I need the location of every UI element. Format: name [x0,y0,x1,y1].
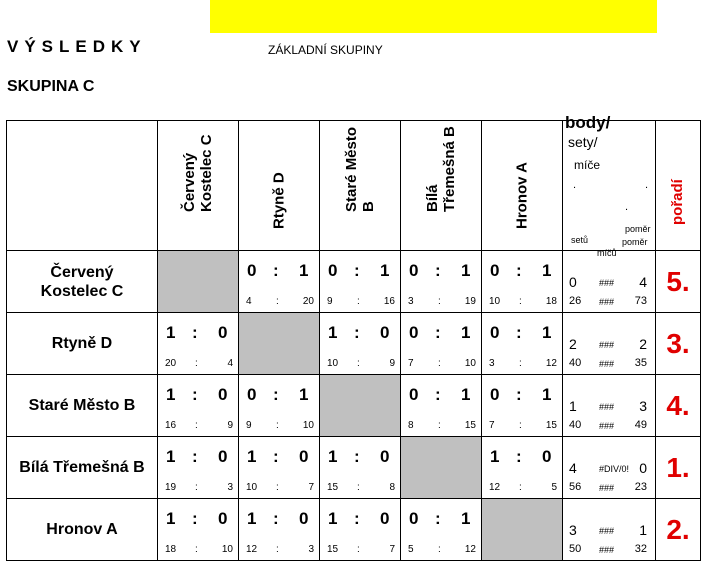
rank: 3. [656,313,701,375]
dot: . [645,179,649,191]
rank: 1. [656,437,701,499]
balls-away: 4 [227,358,233,369]
balls-home: 3 [408,296,414,307]
summary-cell [563,313,656,375]
team-name: Hronov A [7,499,158,561]
balls-home: 4 [246,296,252,307]
balls-home: 18 [165,544,177,555]
sets-away: 0 [380,323,390,342]
balls-home: 8 [408,420,414,431]
sety-label: sety/ [568,134,598,150]
balls-home: 3 [489,358,495,369]
sets-home: 1 [166,509,176,528]
column-header-label: Rtyně D [270,172,288,229]
sets-away: 0 [542,447,552,466]
balls-home: 7 [489,420,495,431]
empty-cell [158,251,239,313]
balls-away: 19 [464,296,476,307]
balls-won: 56 [569,481,582,493]
sets-away: 1 [461,323,471,342]
column-header-label: Bílá [424,184,441,212]
balls-won: 40 [569,357,582,369]
summary-header [563,113,656,258]
balls-away: 9 [227,420,233,431]
column-header [239,121,320,251]
match-result: 1 : 0 15 : 7 [320,499,401,561]
group-title: SKUPINA C [7,78,95,95]
match-result: 1 : 0 19 : 3 [158,437,239,499]
balls-away: 15 [545,420,557,431]
sets-home: 0 [490,261,500,280]
ball-ratio: ### [599,359,615,369]
sets-home: 0 [409,385,419,404]
sets-away: 0 [218,509,228,528]
balls-home: 12 [489,482,501,493]
team-name: Červený Kostelec C [7,251,158,313]
sets-total: 3 [639,398,647,414]
points: 0 [569,274,577,290]
sets-away: 1 [380,261,390,280]
header-row [7,121,701,251]
match-result: 0 : 1 3 : 12 [482,313,563,375]
empty-cell [482,499,563,561]
pomer-label: poměr [622,237,648,247]
page-subtitle: ZÁKLADNÍ SKUPINY [268,43,383,57]
balls-home: 15 [327,544,339,555]
summary-cell [563,437,656,499]
points: 2 [569,336,577,352]
sets-home: 0 [247,261,257,280]
balls-lost: 73 [634,295,647,307]
match-result: 0 : 1 8 : 15 [401,375,482,437]
match-result: 1 : 0 15 : 8 [320,437,401,499]
sets-total: 1 [639,522,647,538]
empty-cell [401,437,482,499]
sets-away: 1 [542,385,552,404]
balls-away: 7 [389,544,395,555]
sets-away: 1 [542,323,552,342]
sets-home: 1 [166,447,176,466]
balls-away: 18 [545,296,557,307]
sets-away: 0 [218,447,228,466]
points: 3 [569,522,577,538]
empty-cell [239,313,320,375]
sets-home: 0 [490,323,500,342]
sets-home: 1 [166,385,176,404]
match-result: 1 : 0 20 : 4 [158,313,239,375]
sets-home: 0 [409,261,419,280]
mice-label: míče [574,158,601,172]
balls-lost: 23 [634,481,647,493]
match-result: 0 : 1 7 : 10 [401,313,482,375]
summary-cell [563,499,656,561]
sets-total: 0 [639,460,647,476]
highlight-bar [210,0,657,33]
balls-away: 10 [464,358,476,369]
sets-home: 1 [166,323,176,342]
balls-away: 3 [308,544,314,555]
set-ratio: ### [599,278,615,288]
balls-home: 9 [327,296,333,307]
sets-away: 1 [461,385,471,404]
ball-ratio: ### [599,483,615,493]
poradi-label: pořadí [669,179,686,225]
column-header-label: Červený [181,152,198,212]
balls-away: 10 [221,544,233,555]
column-header [401,121,482,251]
team-name: Bílá Třemešná B [7,437,158,499]
table-row [7,375,701,437]
balls-home: 16 [165,420,177,431]
match-result: 0 : 1 5 : 12 [401,499,482,561]
balls-lost: 32 [634,543,647,555]
balls-won: 40 [569,419,582,431]
rank: 4. [656,375,701,437]
dot: . [625,201,629,213]
balls-away: 16 [383,296,395,307]
balls-home: 5 [408,544,414,555]
balls-away: 10 [302,420,314,431]
results-table [6,113,701,561]
sets-away: 1 [299,261,309,280]
sets-away: 1 [461,261,471,280]
match-result: 1 : 0 10 : 9 [320,313,401,375]
sets-away: 0 [380,509,390,528]
match-result: 0 : 1 10 : 18 [482,251,563,313]
table-row [7,251,701,313]
sets-home: 1 [328,447,338,466]
sets-home: 0 [490,385,500,404]
sets-home: 1 [490,447,500,466]
column-header [482,121,563,251]
match-result: 1 : 0 18 : 10 [158,499,239,561]
ball-ratio: ### [599,545,615,555]
sets-away: 0 [218,323,228,342]
column-header-label: Hronov A [513,162,531,229]
summary-cell [563,251,656,313]
sets-total: 4 [639,274,647,290]
rank: 2. [656,499,701,561]
sets-away: 0 [299,509,309,528]
sets-away: 1 [542,261,552,280]
table-row [7,437,701,499]
match-result: 1 : 0 16 : 9 [158,375,239,437]
balls-home: 15 [327,482,339,493]
table-row [7,499,701,561]
points: 1 [569,398,577,414]
sets-home: 0 [328,261,338,280]
balls-home: 10 [246,482,258,493]
sets-home: 1 [247,447,257,466]
team-name: Rtyně D [7,313,158,375]
ball-ratio: ### [599,421,615,431]
balls-lost: 49 [634,419,647,431]
balls-home: 12 [246,544,258,555]
column-header [158,121,239,251]
setu-label: setů [571,235,589,245]
balls-away: 3 [227,482,233,493]
sets-away: 0 [218,385,228,404]
micu-label: míčů [597,248,617,258]
team-name: Staré Město B [7,375,158,437]
sets-home: 0 [409,323,419,342]
sets-home: 1 [328,323,338,342]
balls-home: 19 [165,482,177,493]
column-header [320,121,401,251]
balls-away: 7 [308,482,314,493]
column-header-label: Kostelec C [198,134,215,212]
set-ratio: ### [599,526,615,536]
poradi-header [656,121,701,251]
match-result: 1 : 0 10 : 7 [239,437,320,499]
balls-lost: 35 [634,357,647,369]
summary-cell [563,375,656,437]
sets-home: 1 [247,509,257,528]
sets-away: 0 [299,447,309,466]
corner-cell [7,121,158,251]
sets-away: 0 [380,447,390,466]
dot: . [573,179,577,191]
ball-ratio: ### [599,297,615,307]
pomer-label: poměr [625,224,651,234]
match-result: 0 : 1 3 : 19 [401,251,482,313]
balls-home: 10 [489,296,501,307]
balls-home: 9 [246,420,252,431]
sets-away: 1 [299,385,309,404]
match-result: 0 : 1 4 : 20 [239,251,320,313]
match-result: 1 : 0 12 : 5 [482,437,563,499]
sets-home: 0 [247,385,257,404]
balls-home: 10 [327,358,339,369]
balls-away: 8 [389,482,395,493]
sets-away: 1 [461,509,471,528]
balls-home: 20 [165,358,177,369]
balls-away: 20 [302,296,314,307]
column-header-label: Třemešná B [441,126,458,212]
points: 4 [569,460,577,476]
sets-home: 0 [409,509,419,528]
sets-total: 2 [639,336,647,352]
page-title: VÝSLEDKY [7,37,147,56]
balls-away: 12 [545,358,557,369]
column-header-label: Staré Město [343,126,360,212]
balls-won: 26 [569,295,582,307]
sets-home: 1 [328,509,338,528]
match-result: 1 : 0 12 : 3 [239,499,320,561]
balls-home: 7 [408,358,414,369]
column-header-label: B [360,201,377,212]
body-label: body/ [565,113,611,132]
balls-away: 9 [389,358,395,369]
table-row [7,313,701,375]
match-result: 0 : 1 9 : 10 [239,375,320,437]
balls-away: 5 [551,482,557,493]
balls-away: 12 [464,544,476,555]
match-result: 0 : 1 9 : 16 [320,251,401,313]
balls-away: 15 [464,420,476,431]
set-ratio: ### [599,340,615,350]
set-ratio: ### [599,402,615,412]
set-ratio: #DIV/0! [599,464,630,474]
balls-won: 50 [569,543,582,555]
rank: 5. [656,251,701,313]
empty-cell [320,375,401,437]
match-result: 0 : 1 7 : 15 [482,375,563,437]
